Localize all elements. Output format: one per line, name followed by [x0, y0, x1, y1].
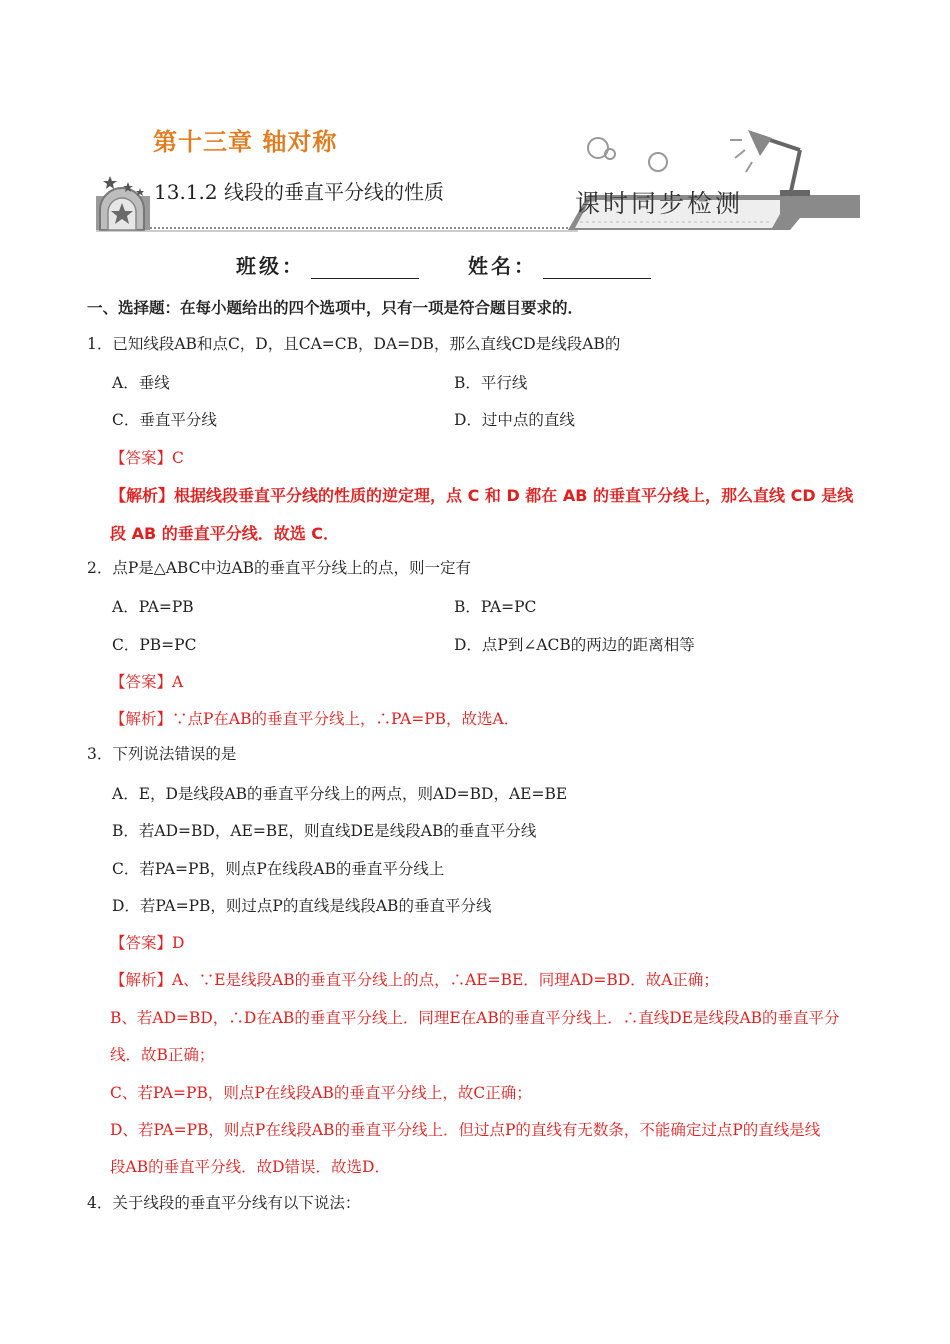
- q1-analysis-line2: 段 AB 的垂直平分线．故选 C．: [110, 524, 340, 543]
- q1-option-b: B．平行线: [454, 374, 528, 392]
- q2-option-b: B．PA=PC: [454, 598, 537, 616]
- class-field: [236, 250, 419, 279]
- q1-analysis-line1: 【解析】根据线段垂直平分线的性质的逆定理，点 C 和 D 都在 AB 的垂直平分线上，那么直线 CD 是线: [110, 486, 854, 505]
- class-label: 班级：: [236, 254, 305, 278]
- part-heading: 一、选择题：在每小题给出的四个选项中，只有一项是符合题目要求的．: [87, 299, 584, 317]
- section-title: 13.1.2 线段的垂直平分线的性质: [154, 180, 444, 204]
- q3-option-c: C．若PA=PB，则点P在线段AB的垂直平分线上: [112, 860, 445, 878]
- star-emblem-icon: [96, 176, 150, 230]
- q3-analysis-line: 段AB的垂直平分线．故D错误．故选D．: [110, 1158, 390, 1176]
- course-badge: 课时同步检测: [575, 189, 744, 218]
- q1-answer: 【答案】C: [110, 449, 184, 467]
- q1-option-d: D．过中点的直线: [454, 411, 575, 429]
- q2-stem: 2．点P是△ABC中边AB的垂直平分线上的点，则一定有: [87, 559, 472, 577]
- q2-option-c: C．PB=PC: [112, 636, 197, 654]
- q3-analysis-line: C、若PA=PB，则点P在线段AB的垂直平分线上，故C正确；: [110, 1084, 532, 1102]
- q3-analysis-line: D、若PA=PB，则点P在线段AB的垂直平分线上．但过点P的直线有无数条，不能确定过点P的直线是线: [110, 1121, 821, 1139]
- class-blank[interactable]: [311, 260, 419, 279]
- q3-analysis-line: 线．故B正确；: [110, 1046, 215, 1064]
- q3-analysis-line: B、若AD=BD，∴D在AB的垂直平分线上．同理E在AB的垂直平分线上．∴直线DE是线段AB的垂直平分: [110, 1009, 840, 1027]
- q2-analysis: 【解析】∵点P在AB的垂直平分线上，∴PA=PB，故选A．: [110, 710, 520, 728]
- q2-option-a: A．PA=PB: [112, 598, 194, 616]
- header-decoration: [0, 0, 950, 240]
- name-field: [468, 250, 651, 279]
- q2-option-d: D．点P到∠ACB的两边的距离相等: [454, 636, 695, 654]
- q1-option-a: A．垂线: [112, 374, 170, 392]
- q3-stem: 3．下列说法错误的是: [87, 745, 237, 763]
- q2-answer: 【答案】A: [110, 673, 184, 691]
- q3-analysis-line: 【解析】A、∵E是线段AB的垂直平分线上的点，∴AE=BE．同理AD=BD．故A正确；: [110, 971, 719, 989]
- q3-option-b: B．若AD=BD，AE=BE，则直线DE是线段AB的垂直平分线: [112, 822, 537, 840]
- q3-answer: 【答案】D: [110, 934, 185, 952]
- q3-option-a: A．E，D是线段AB的垂直平分线上的两点，则AD=BD，AE=BE: [112, 785, 568, 803]
- name-blank[interactable]: [543, 260, 651, 279]
- chapter-title: 第十三章 轴对称: [153, 128, 338, 156]
- q1-option-c: C．垂直平分线: [112, 411, 217, 429]
- q4-stem: 4．关于线段的垂直平分线有以下说法：: [87, 1194, 361, 1212]
- name-label: 姓名：: [468, 254, 537, 278]
- q1-stem: 1．已知线段AB和点C，D，且CA=CB，DA=DB，那么直线CD是线段AB的: [87, 335, 621, 353]
- q3-option-d: D．若PA=PB，则过点P的直线是线段AB的垂直平分线: [112, 897, 492, 915]
